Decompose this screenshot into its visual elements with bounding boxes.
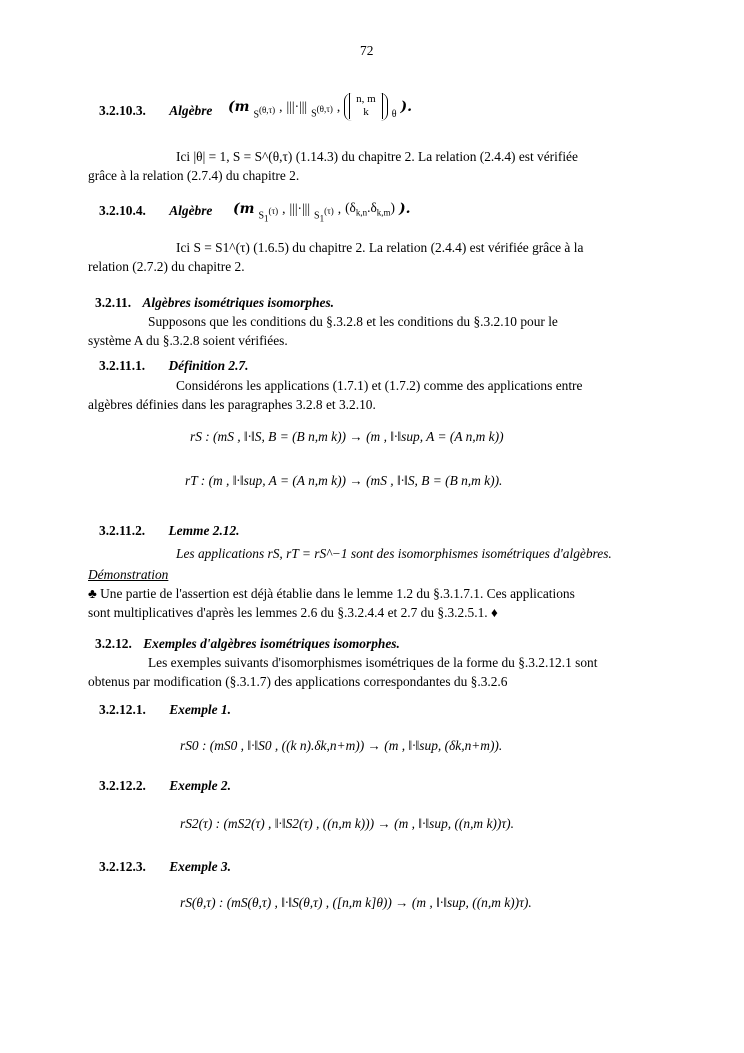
section-title: Exemple 3. (169, 859, 231, 874)
paragraph-line: sont multiplicatives d'après les lemmes 2.6 du §.3.2.4.4 et 2.7 du §.3.2.5.1. ♦ (88, 605, 498, 620)
paragraph-3-2-10-4 (88, 238, 656, 276)
paragraph-line: relation (2.7.2) du chapitre 2. (88, 259, 245, 274)
section-number: 3.2.10.4. (99, 203, 146, 218)
section-title: Exemple 1. (169, 702, 231, 717)
equation-rS: rS : (mS , ‖·‖S, B = (B n,m k)) → (m , ‖·‖sup, A = (A n,m k)) (190, 429, 504, 444)
paragraph-line: ♣ Une partie de l'assertion est déjà établie dans le lemme 1.2 du §.3.1.7.1. Ces applications (88, 586, 575, 601)
paragraph-3-2-12 (88, 653, 656, 691)
section-title: Exemples d'algèbres isométriques isomorphes. (143, 636, 400, 651)
equation-rT: rT : (m , ‖·‖sup, A = (A n,m k)) → (mS , ‖·‖S, B = (B n,m k)). (185, 473, 503, 488)
section-number: 3.2.10.3. (99, 103, 146, 118)
section-title: Définition 2.7. (168, 358, 249, 373)
formula-render-3-2-10-3: (m $S^{(\theta,\tau)}$ , |||·||| $S^{(\theta,\tau)}$ , n, m k θ ). (228, 93, 413, 121)
section-3-2-11-1-heading (99, 358, 248, 374)
page-number: 72 (360, 43, 374, 58)
paragraph-line: obtenus par modification (§.3.1.7) des applications correspondantes du §.3.2.6 (88, 674, 508, 689)
section-3-2-11-heading (95, 295, 334, 311)
example-3-heading (99, 859, 231, 875)
paragraph-line: Supposons que les conditions du §.3.2.8 et les conditions du §.3.2.10 pour le (148, 314, 558, 329)
section-3-2-11-2-heading (99, 523, 240, 539)
section-title: Exemple 2. (169, 778, 231, 793)
section-3-2-10-3-heading (99, 103, 212, 119)
example-2-heading (99, 778, 231, 794)
paragraph-3-2-11-1 (88, 376, 656, 414)
paragraph-line: Ici |θ| = 1, S = S^(θ,τ) (1.14.3) du chapitre 2. La relation (2.4.4) est vérifiée (176, 149, 578, 164)
paragraph-line: algèbres définies dans les paragraphes 3.2.8 et 3.2.10. (88, 397, 376, 412)
paragraph-line: Ici S = S1^(τ) (1.6.5) du chapitre 2. La relation (2.4.4) est vérifiée grâce à la (176, 240, 584, 255)
section-title: Lemme 2.12. (168, 523, 240, 538)
demonstration-label: Démonstration (88, 567, 169, 582)
demonstration-paragraph (88, 584, 656, 622)
section-number: 3.2.12.1. (99, 702, 146, 717)
section-3-2-10-4-heading (99, 203, 212, 219)
paragraph-line: Les exemples suivants d'isomorphismes isométriques de la forme du §.3.2.12.1 sont (148, 655, 598, 670)
paragraph-line: système A du §.3.2.8 soient vérifiées. (88, 333, 288, 348)
section-number: 3.2.12.3. (99, 859, 146, 874)
paragraph-line: Considérons les applications (1.7.1) et (1.7.2) comme des applications entre (176, 378, 583, 393)
example-1-heading (99, 702, 231, 718)
section-number: 3.2.12.2. (99, 778, 146, 793)
section-title: Algèbre (169, 103, 213, 118)
example-2-formula: rS2(τ) : (mS2(τ) , ‖·‖S2(τ) , ((n,m k))) → (m , ‖·‖sup, ((n,m k))τ). (180, 816, 514, 831)
example-3-formula: rS(θ,τ) : (mS(θ,τ) , ‖·‖S(θ,τ) , ([n,m k]θ)) → (m , ‖·‖sup, ((n,m k))τ). (180, 895, 532, 910)
section-title: Algèbre (169, 203, 213, 218)
paragraph-line: grâce à la relation (2.7.4) du chapitre 2. (88, 168, 300, 183)
section-number: 3.2.12. (95, 636, 132, 651)
paragraph-3-2-10-3 (88, 147, 656, 185)
lemma-statement: Les applications rS, rT = rS^−1 sont des isomorphismes isométriques d'algèbres. (176, 546, 612, 561)
example-1-formula: rS0 : (mS0 , ‖·‖S0 , ((k n).δk,n+m)) → (m , ‖·‖sup, (δk,n+m)). (180, 738, 503, 753)
section-number: 3.2.11.1. (99, 358, 146, 373)
paragraph-3-2-11 (88, 312, 656, 350)
section-number: 3.2.11. (95, 295, 132, 310)
section-3-2-12-heading (95, 636, 400, 652)
formula-render-3-2-10-4: (m $S_1^{(\tau)}$ , |||·||| $S_1^{(\tau)}$ , $(\delta_{k,n}.\delta_{k,m})$ ). (233, 200, 411, 224)
section-number: 3.2.11.2. (99, 523, 146, 538)
section-title: Algèbres isométriques isomorphes. (142, 295, 335, 310)
